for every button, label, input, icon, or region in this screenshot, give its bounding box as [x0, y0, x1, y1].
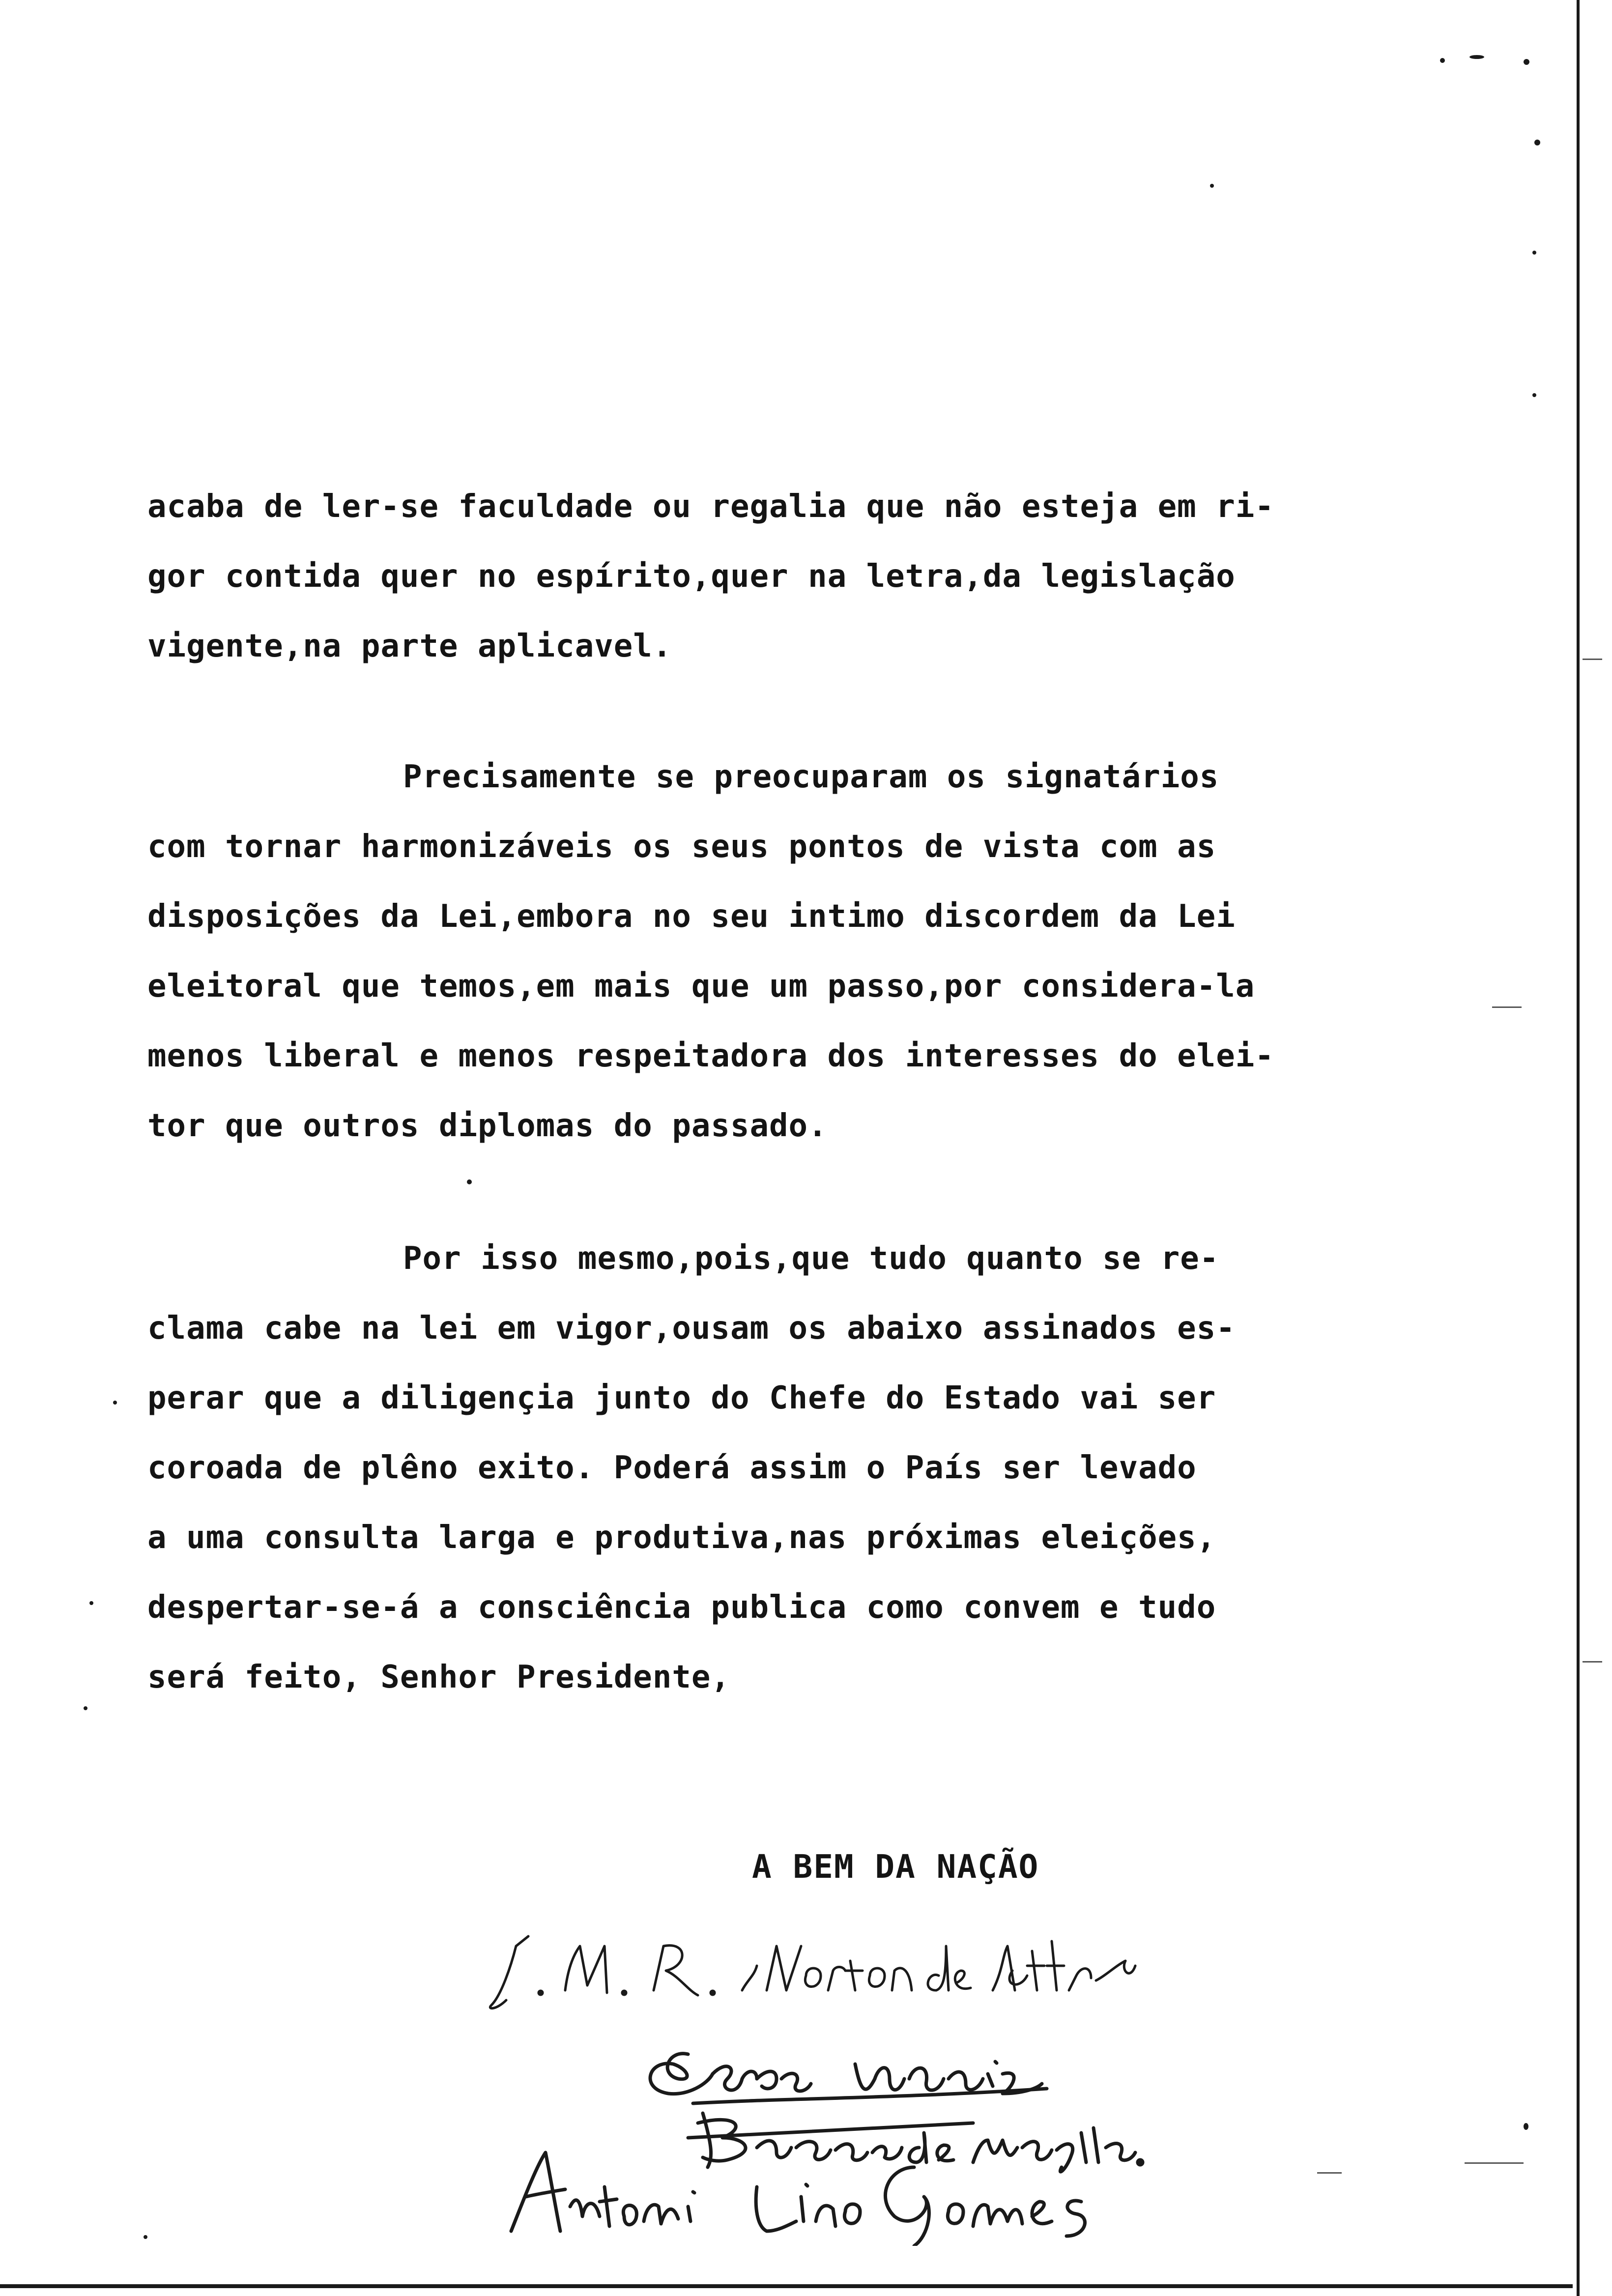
- paragraph-3: [147, 1224, 1317, 1712]
- signature-egas-moniz: [650, 2054, 1047, 2103]
- scan-speck: [113, 1401, 117, 1405]
- text-line: será feito, Senhor Presidente,: [147, 1659, 730, 1695]
- scan-speck: [1440, 58, 1445, 63]
- page-bottom-rule: [0, 2284, 1573, 2288]
- text-line: gor contida quer no espírito,quer na letra,da legislação: [147, 558, 1236, 595]
- text-line: coroada de plêno exito. Poderá assim o País ser levado: [147, 1450, 1197, 1486]
- scan-mark: [1583, 659, 1602, 660]
- scan-speck: [89, 1601, 93, 1605]
- text-line: despertar-se-á a consciência publica como convem e tudo: [147, 1589, 1216, 1626]
- text-line: acaba de ler-se faculdade ou regalia que não esteja em ri-: [147, 488, 1274, 525]
- scan-speck: [144, 2235, 147, 2239]
- scan-speck: [1532, 393, 1536, 397]
- closing-salutation: A BEM DA NAÇÃO: [752, 1848, 1039, 1886]
- signature-norton-de-mattos: [490, 1936, 1135, 2009]
- text-line: menos liberal e menos respeitadora dos interesses do elei-: [147, 1038, 1274, 1074]
- scan-speck: [84, 1706, 87, 1710]
- page-edge-rule: [1577, 0, 1580, 2296]
- paragraph-1: [147, 472, 1317, 681]
- signature-barbosa-magalhaes: [688, 2113, 1143, 2172]
- text-line: Por isso mesmo,pois,que tudo quanto se re-: [403, 1240, 1219, 1277]
- scan-speck: [1469, 55, 1484, 59]
- signature-lino-gomes: [511, 2152, 1085, 2246]
- scan-mark: [1317, 2172, 1342, 2174]
- scan-speck: [467, 1179, 472, 1184]
- scan-speck: [1210, 184, 1214, 188]
- text-line: vigente,na parte aplicavel.: [147, 628, 672, 664]
- text-line: tor que outros diplomas do passado.: [147, 1108, 828, 1144]
- scan-speck: [1524, 2123, 1528, 2130]
- text-line: eleitoral que temos,em mais que um passo,por considera-la: [147, 968, 1255, 1004]
- text-line: disposições da Lei,embora no seu intimo discordem da Lei: [147, 898, 1236, 935]
- scan-speck: [1524, 59, 1529, 65]
- signatures-block: [482, 1892, 1219, 2246]
- text-line: a uma consulta larga e produtiva,nas próximas eleições,: [147, 1520, 1216, 1556]
- scan-mark: [1583, 1661, 1602, 1663]
- scan-mark: [1492, 1006, 1522, 1008]
- text-line: Precisamente se preocuparam os signatários: [403, 759, 1219, 795]
- scan-speck: [1532, 251, 1536, 255]
- text-line: clama cabe na lei em vigor,ousam os abaixo assinados es-: [147, 1310, 1236, 1347]
- text-line: com tornar harmonizáveis os seus pontos de vista com as: [147, 829, 1216, 865]
- paragraph-2: [147, 742, 1317, 1161]
- scan-mark: [1465, 2162, 1524, 2164]
- scan-speck: [1534, 140, 1540, 145]
- text-line: perar que a diligençia junto do Chefe do Estado vai ser: [147, 1380, 1216, 1416]
